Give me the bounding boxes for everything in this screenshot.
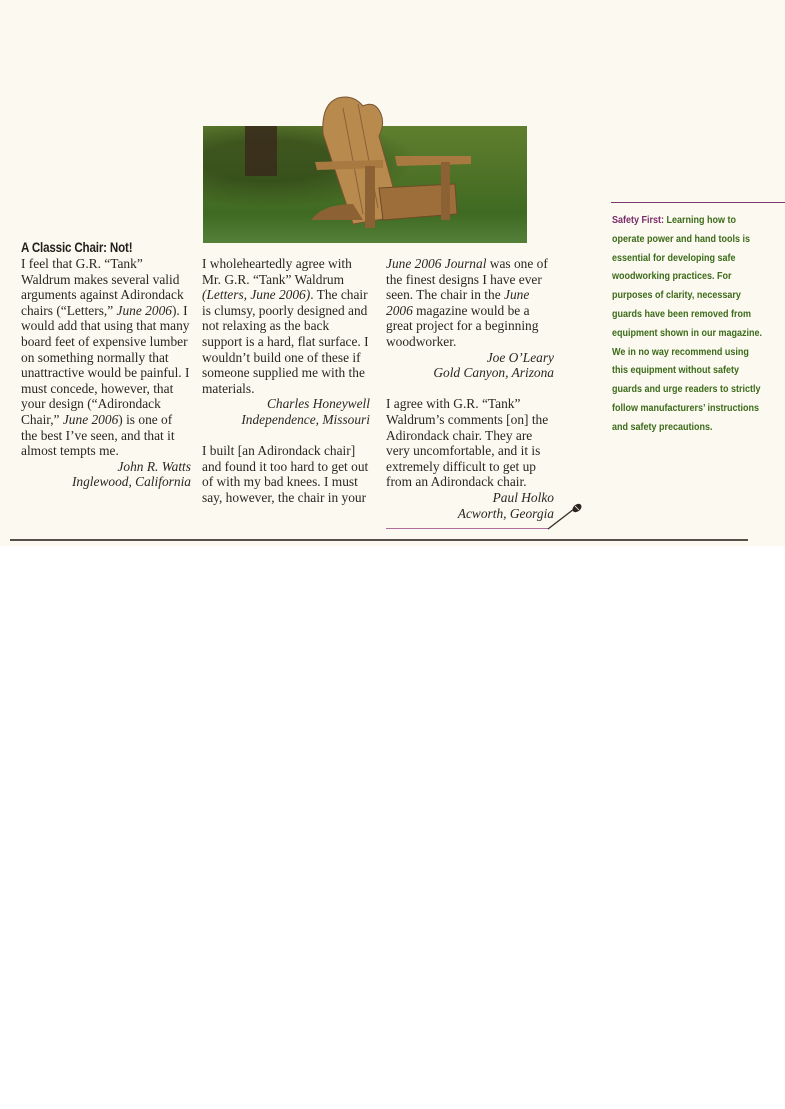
letter-4-body: I agree with G.R. “Tank” Waldrum’s comments [on] the Adirondack chair. They are very uncomfortable, and it is extremely difficult to get up from an Adirondack chair. [386,396,549,490]
page-bottom-rule [10,539,748,541]
column-end-rule [386,528,549,529]
letter-column-1 [21,240,191,490]
safety-first-notice [612,212,765,438]
safety-lead: Safety First: [612,215,665,226]
letter-1-location: Inglewood, California [71,474,191,490]
adirondack-chair-photo [203,126,527,243]
letter-1-author: John R. Watts [117,458,191,474]
letter-1-body: I feel that G.R. “Tank” Waldrum makes several valid arguments against Adirondack chairs (“Letters,” June 2006). I would add that using that many board feet of expensive lumber on something normally that unattractive would be painful. I must concede, however, that your design (“Adirondack Chair,” June 2006) is one of the best I’ve seen, and that it almost tempts me. [21,256,190,459]
section-headline: A Classic Chair: Not! [21,240,133,255]
chair-illustration-icon [203,96,527,243]
letter-3-body-part2: June 2006 Journal was one of the finest designs I have ever seen. The chair in the June 2006 magazine would be a great project for a beginning woodworker. [386,256,548,349]
letter-2-location: Independence, Missouri [241,411,370,427]
letter-column-3 [386,256,554,521]
letter-3-location: Gold Canyon, Arizona [433,365,554,381]
letter-2-body: I wholeheartedly agree with Mr. G.R. “Tank” Waldrum (Letters, June 2006). The chair is clumsy, poorly designed and not relaxing as the back support is a hard, flat surface. I wouldn’t build one of these if someone supplied me with the materials. [202,256,369,396]
letter-4-location: Acworth, Georgia [457,505,554,521]
pen-nib-icon [546,503,586,531]
letter-4-author: Paul Holko [492,489,554,505]
sidebar-top-rule [611,202,785,203]
letter-3-body-part1: I built [an Adirondack chair] and found it too hard to get out of with my bad knees. I must say, however, the chair in your [202,443,369,505]
letter-2-author: Charles Honeywell [266,396,370,412]
letter-column-2 [202,256,370,506]
letter-3-author: Joe O’Leary [486,349,554,365]
safety-body: Learning how to operate power and hand tools is essential for developing safe woodworking practices. For purposes of clarity, necessary guards have been removed from equipment shown in our magazine. We in no way recommend using this equipment without safety guards and urge readers to strictly follow manufacturers’ instructions and safety precautions. [612,215,763,433]
